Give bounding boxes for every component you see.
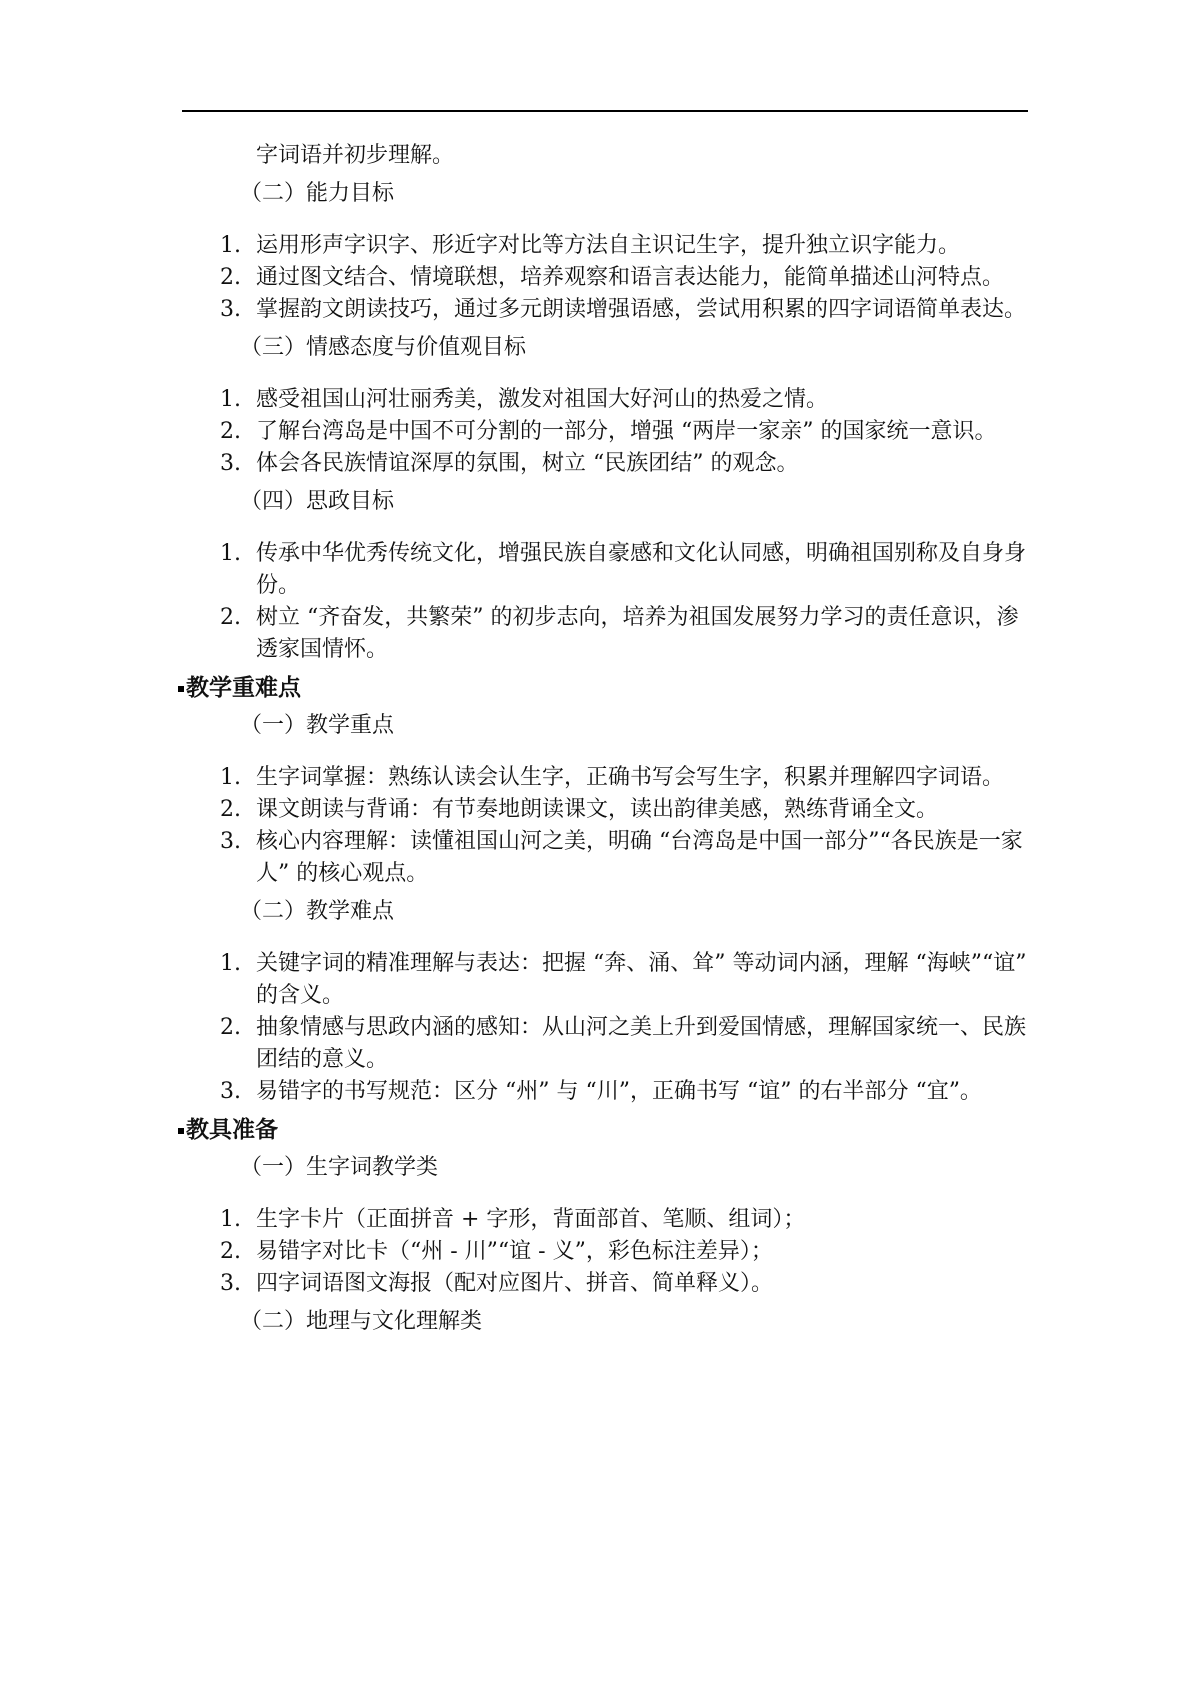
list-item: 3. 四字词语图文海报（配对应图片、拼音、简单释义）。 [220, 1271, 774, 1296]
hard-points-list [182, 948, 1032, 1108]
list-item: 2. 树立 “齐奋发，共繁荣” 的初步志向，培养为祖国发展努力学习的责任意识，渗透家国情怀。 [220, 605, 1019, 662]
words-tools-heading: （一）生字词教学类 [240, 1155, 439, 1180]
list-item: 2. 课文朗读与背诵：有节奏地朗读课文，读出韵律美感，熟练背诵全文。 [220, 797, 939, 822]
header-rule [182, 110, 1028, 112]
square-bullet-icon [178, 1128, 184, 1134]
list-item: 1. 关键字词的精准理解与表达：把握 “奔、涌、耸” 等动词内涵，理解 “海峡”“谊” 的含义。 [220, 951, 1027, 1008]
list-item: 3. 核心内容理解：读懂祖国山河之美，明确 “台湾岛是中国一部分”“各民族是一家人” 的核心观点。 [220, 829, 1023, 886]
section-title-tools: 教具准备 [178, 1114, 1032, 1146]
square-bullet-icon [178, 686, 184, 692]
list-item: 1. 生字卡片（正面拼音 + 字形，背面部首、笔顺、组词）； [220, 1207, 806, 1232]
list-item: 3. 易错字的书写规范：区分 “州” 与 “川”，正确书写 “谊” 的右半部分 “宜”。 [220, 1079, 982, 1104]
words-tools-list [182, 1204, 1032, 1300]
list-item: 1. 感受祖国山河壮丽秀美，激发对祖国大好河山的热爱之情。 [220, 387, 829, 412]
geo-tools-heading: （二）地理与文化理解类 [240, 1309, 483, 1334]
list-item: 2. 抽象情感与思政内涵的感知：从山河之美上升到爱国情感，理解国家统一、民族团结的意义。 [220, 1015, 1027, 1072]
list-item: 2. 易错字对比卡（“州 - 川”“谊 - 义”，彩色标注差异）； [220, 1239, 773, 1264]
list-item: 1. 传承中华优秀传统文化，增强民族自豪感和文化认同感，明确祖国别称及自身身份。 [220, 541, 1027, 598]
emotion-list [182, 384, 1032, 480]
ability-list [182, 230, 1032, 326]
ideology-heading: （四）思政目标 [240, 489, 395, 514]
continuation-text: 字词语并初步理解。 [256, 143, 455, 168]
key-points-list [182, 762, 1032, 890]
section-title-difficulty: 教学重难点 [178, 672, 1032, 704]
list-item: 1. 生字词掌握：熟练认读会认生字，正确书写会写生字，积累并理解四字词语。 [220, 765, 1005, 790]
ideology-list [182, 538, 1032, 666]
emotion-heading: （三）情感态度与价值观目标 [240, 335, 527, 360]
ability-heading: （二）能力目标 [240, 181, 395, 206]
key-points-heading: （一）教学重点 [240, 713, 395, 738]
document-body [182, 140, 1032, 1358]
list-item: 3. 体会各民族情谊深厚的氛围，树立 “民族团结” 的观念。 [220, 451, 799, 476]
hard-points-heading: （二）教学难点 [240, 899, 395, 924]
list-item: 2. 了解台湾岛是中国不可分割的一部分，增强 “两岸一家亲” 的国家统一意识。 [220, 419, 997, 444]
list-item: 3. 掌握韵文朗读技巧，通过多元朗读增强语感，尝试用积累的四字词语简单表达。 [220, 297, 1027, 322]
list-item: 2. 通过图文结合、情境联想，培养观察和语言表达能力，能简单描述山河特点。 [220, 265, 1005, 290]
list-item: 1. 运用形声字识字、形近字对比等方法自主识记生字，提升独立识字能力。 [220, 233, 961, 258]
